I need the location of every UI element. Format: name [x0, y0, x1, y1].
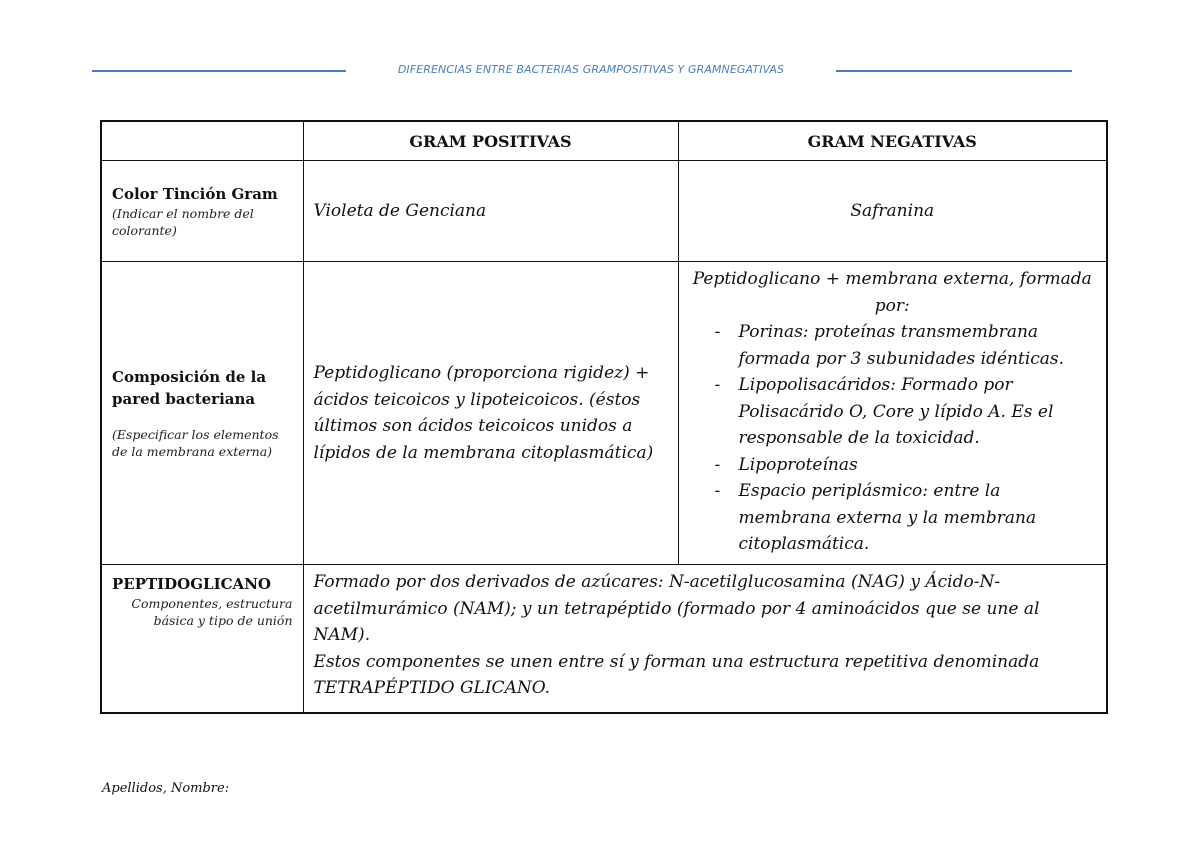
comparison-table	[100, 120, 1108, 714]
comparison-table-container	[100, 120, 1108, 714]
row-label-title: Composición de la pared bacteriana	[112, 368, 267, 408]
column-header-gram-negative: GRAM NEGATIVAS	[678, 121, 1107, 161]
header-rule-right	[836, 70, 1072, 72]
list-item: - Lipoproteínas	[689, 452, 1097, 479]
row-label-cell	[101, 565, 303, 713]
name-field-label: Apellidos, Nombre:	[102, 781, 230, 796]
gram-positive-composition-cell: Peptidoglicano (proporciona rigidez) + ácidos teicoicos y lipoteicoicos. (éstos últimos son ácidos teicoicos unidos a lípidos de la membrana citoplasmática)	[303, 262, 678, 565]
table-header-row	[101, 121, 1107, 161]
peptidoglycan-paragraph-2: Estos componentes se unen entre sí y forman una estructura repetitiva denominada TETRAPÉPTIDO GLICANO.	[313, 651, 1040, 698]
gram-positive-stain-cell: Violeta de Genciana	[303, 161, 678, 262]
peptidoglycan-description-cell	[303, 565, 1107, 713]
row-label-hint: (Indicar el nombre del colorante)	[112, 206, 254, 238]
row-label-title: Color Tinción Gram	[112, 185, 278, 203]
list-item: - Espacio periplásmico: entre la membrana externa y la membrana citoplasmática.	[689, 478, 1097, 558]
gram-negative-stain-cell: Safranina	[678, 161, 1107, 262]
row-label-hint: (Especificar los elementos de la membrana externa)	[112, 427, 279, 459]
list-item: - Porinas: proteínas transmembrana formada por 3 subunidades idénticas.	[689, 319, 1097, 372]
composition-list	[689, 319, 1097, 558]
table-row-peptidoglycan	[101, 565, 1107, 713]
column-header-empty	[101, 121, 303, 161]
document-header-title: DIFERENCIAS ENTRE BACTERIAS GRAMPOSITIVAS Y GRAMNEGATIVAS	[397, 63, 785, 76]
row-label-cell	[101, 262, 303, 565]
column-header-gram-positive: GRAM POSITIVAS	[303, 121, 678, 161]
header-rule-left	[92, 70, 346, 72]
table-row-wall-composition	[101, 262, 1107, 565]
list-item: - Lipopolisacáridos: Formado por Polisacárido O, Core y lípido A. Es el responsable de la toxicidad.	[689, 372, 1097, 452]
row-label-title: PEPTIDOGLICANO	[112, 575, 271, 593]
row-label-cell	[101, 161, 303, 262]
composition-intro: Peptidoglicano + membrana externa, formada por:	[692, 269, 1092, 316]
row-label-hint: Componentes, estructura básica y tipo de unión	[131, 596, 293, 628]
gram-negative-composition-cell	[678, 262, 1107, 565]
table-row-stain-color	[101, 161, 1107, 262]
peptidoglycan-paragraph-1: Formado por dos derivados de azúcares: N-acetilglucosamina (NAG) y Ácido-N-acetilmurámico (NAM); y un tetrapéptido (formado por 4 aminoácidos que se une al NAM).	[313, 572, 1040, 645]
